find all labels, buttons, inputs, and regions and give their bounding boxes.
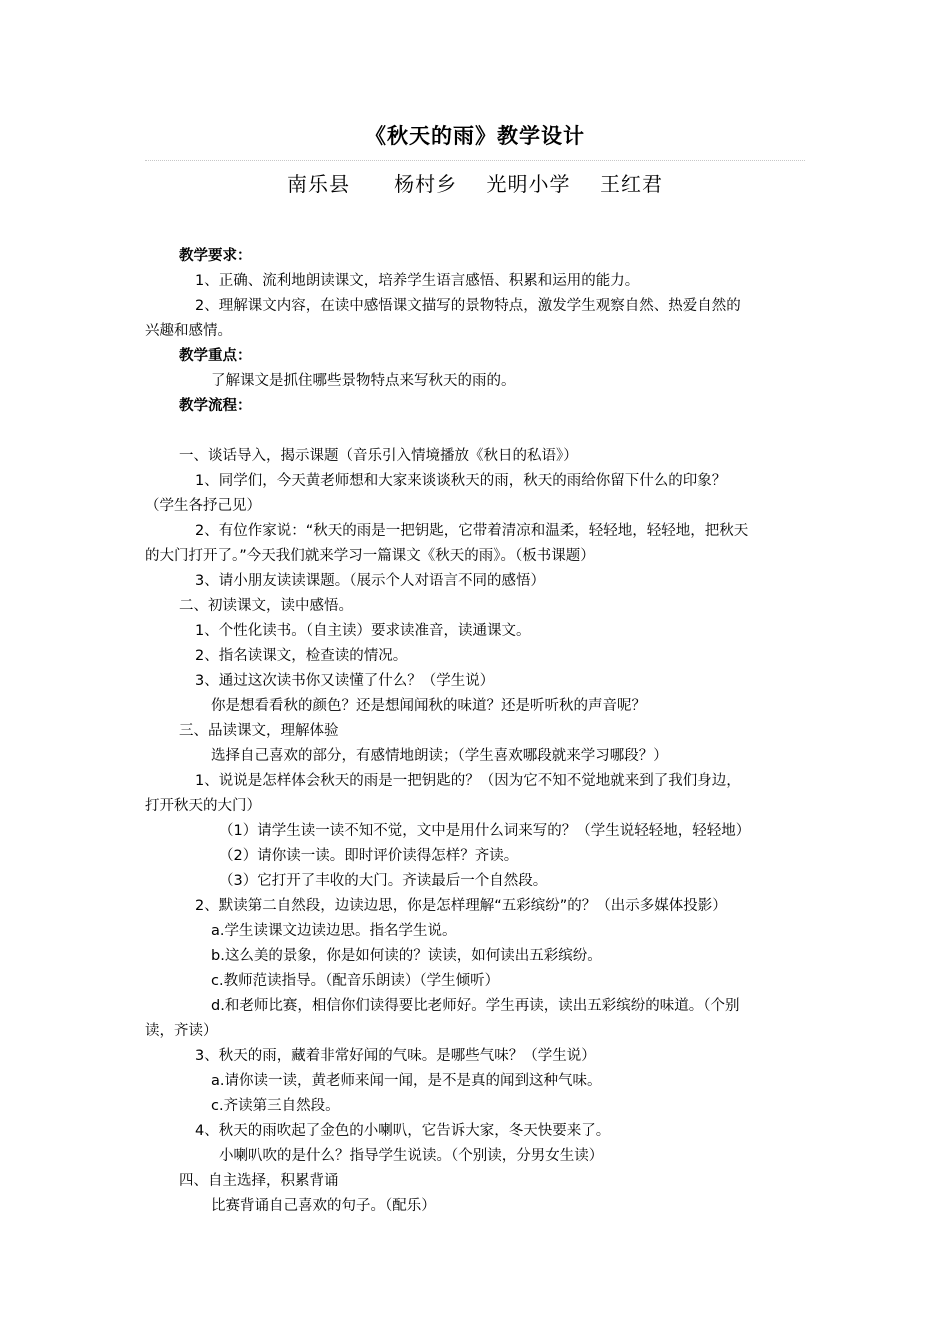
text-line: 1、个性化读书。（自主读）要求读准音，读通课文。 — [195, 623, 531, 639]
text-line: （1）请学生读一读不知不觉，文中是用什么词来写的？（学生说轻轻地，轻轻地） — [219, 823, 751, 839]
text-line: 小喇叭吹的是什么？指导学生说读。（个别读，分男女生读） — [219, 1148, 604, 1164]
text-line: a.学生读课文边读边思。指名学生说。 — [211, 923, 457, 939]
document-title: 《秋天的雨》教学设计 — [365, 124, 585, 148]
text-line: 比赛背诵自己喜欢的句子。（配乐） — [211, 1198, 436, 1214]
text-line: 兴趣和感情。 — [145, 323, 232, 339]
text-line: a.请你读一读，黄老师来闻一闻，是不是真的闻到这种气味。 — [211, 1073, 602, 1089]
text-line: 2、理解课文内容，在读中感悟课文描写的景物特点，激发学生观察自然、热爱自然的 — [195, 298, 741, 314]
text-line: 4、秋天的雨吹起了金色的小喇叭，它告诉大家，冬天快要来了。 — [195, 1123, 611, 1139]
text-line: 一、谈话导入，揭示课题（音乐引入情境播放《秋日的私语》） — [179, 448, 578, 464]
text-line: 2、有位作家说：“秋天的雨是一把钥匙，它带着清凉和温柔，轻轻地，轻轻地，把秋天 — [195, 523, 749, 539]
text-line: 了解课文是抓住哪些景物特点来写秋天的雨的。 — [211, 373, 516, 389]
blank-line — [145, 419, 809, 444]
document-body — [145, 244, 809, 1219]
text-line: 三、品读课文，理解体验 — [179, 723, 339, 739]
text-line: 四、自主选择，积累背诵 — [179, 1173, 339, 1189]
text-line: 1、同学们，今天黄老师想和大家来谈谈秋天的雨，秋天的雨给你留下什么的印象？ — [195, 473, 727, 489]
text-line: 1、说说是怎样体会秋天的雨是一把钥匙的？（因为它不知不觉地就来到了我们身边， — [195, 773, 741, 789]
author-byline: 南乐县 杨村乡 光明小学 王红君 — [286, 172, 663, 196]
text-line: 读，齐读） — [145, 1023, 218, 1039]
text-line: （学生各抒己见） — [145, 498, 261, 514]
title-divider — [145, 160, 805, 161]
text-line: c.齐读第三自然段。 — [211, 1098, 340, 1114]
text-line: 二、初读课文，读中感悟。 — [179, 598, 353, 614]
text-line: 的大门打开了。”今天我们就来学习一篇课文《秋天的雨》。（板书课题） — [145, 548, 595, 564]
section-heading: 教学流程： — [179, 398, 252, 414]
text-line: （3）它打开了丰收的大门。齐读最后一个自然段。 — [219, 873, 548, 889]
text-line: c.教师范读指导。（配音乐朗读）（学生倾听） — [211, 973, 500, 989]
text-line: 3、通过这次读书你又读懂了什么？（学生说） — [195, 673, 495, 689]
text-line: d.和老师比赛，相信你们读得要比老师好。学生再读，读出五彩缤纷的味道。（个别 — [211, 998, 740, 1014]
text-line: 选择自己喜欢的部分，有感情地朗读；（学生喜欢哪段就来学习哪段？） — [211, 748, 668, 764]
text-line: 你是想看看秋的颜色？还是想闻闻秋的味道？还是听听秋的声音呢？ — [211, 698, 646, 714]
text-line: （2）请你读一读。即时评价读得怎样？齐读。 — [219, 848, 519, 864]
text-line: 2、指名读课文，检查读的情况。 — [195, 648, 408, 664]
text-line: 打开秋天的大门） — [145, 798, 261, 814]
text-line: 3、请小朋友读读课题。（展示个人对语言不同的感悟） — [195, 573, 545, 589]
text-line: 1、正确、流利地朗读课文，培养学生语言感悟、积累和运用的能力。 — [195, 273, 640, 289]
text-line: 2、默读第二自然段，边读边思，你是怎样理解“五彩缤纷”的？（出示多媒体投影） — [195, 898, 727, 914]
section-heading: 教学要求： — [179, 248, 252, 264]
text-line: 3、秋天的雨，藏着非常好闻的气味。是哪些气味？（学生说） — [195, 1048, 596, 1064]
text-line: b.这么美的景象，你是如何读的？读读，如何读出五彩缤纷。 — [211, 948, 602, 964]
section-heading: 教学重点： — [179, 348, 252, 364]
